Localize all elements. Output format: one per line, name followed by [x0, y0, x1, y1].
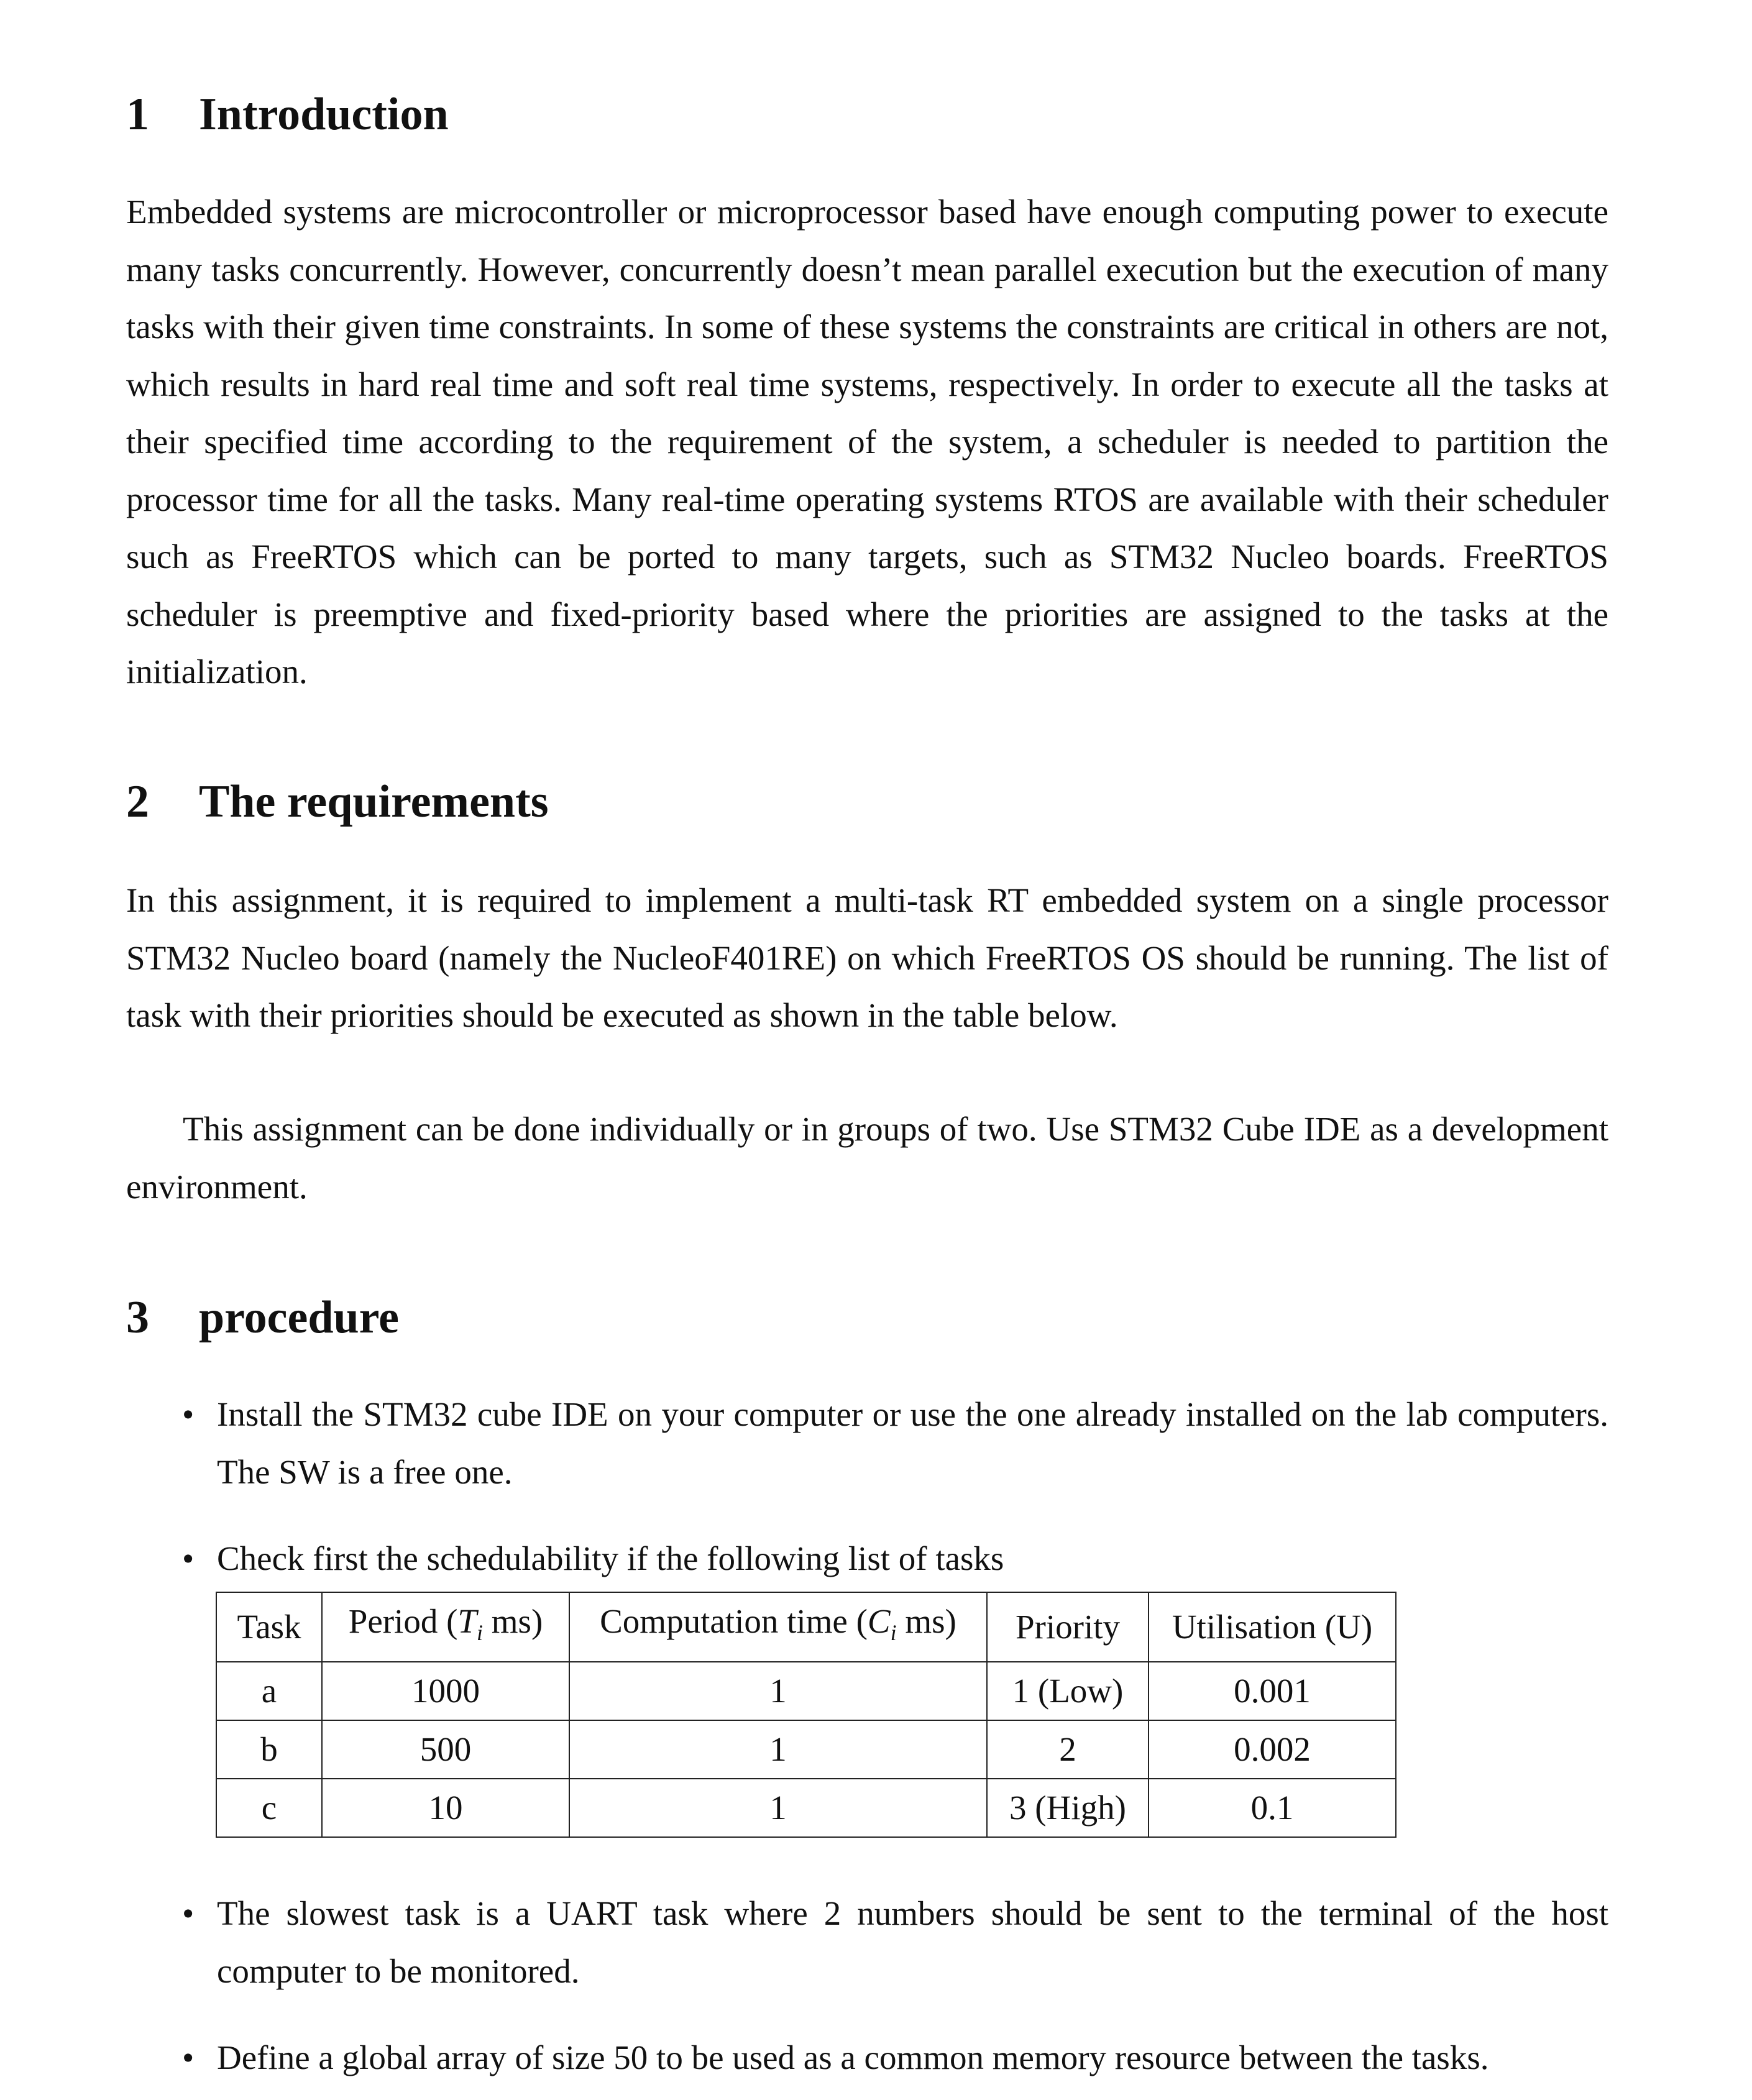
cell-period: 1000: [322, 1662, 569, 1720]
cell-utilisation: 0.001: [1149, 1662, 1396, 1720]
table-row: [216, 1779, 1396, 1837]
section-number: 1: [126, 89, 149, 140]
cell-task: a: [216, 1662, 322, 1720]
bullet-check-schedulability: Check first the schedulability if the following list of tasks: [217, 1539, 1004, 1577]
section-heading-introduction: [126, 89, 449, 140]
bullet-marker: •: [182, 2038, 195, 2076]
cell-computation: 1: [569, 1662, 987, 1720]
cell-utilisation: 0.1: [1149, 1779, 1396, 1837]
cell-priority: 3 (High): [987, 1779, 1149, 1837]
header-comp-prefix: Computation time (: [600, 1602, 868, 1640]
header-computation: [569, 1592, 987, 1662]
header-period-sub: i: [477, 1620, 484, 1645]
section-number: 3: [126, 1292, 149, 1343]
cell-priority: 2: [987, 1720, 1149, 1779]
section-title: procedure: [199, 1292, 400, 1343]
bullet-marker: •: [182, 1539, 195, 1577]
cell-period: 500: [322, 1720, 569, 1779]
bullet-uart-task: The slowest task is a UART task where 2 numbers should be sent to the terminal of the host computer to be monitored.: [217, 1894, 1608, 1990]
bullet-install-ide: Install the STM32 cube IDE on your computer or use the one already installed on the lab computers. The SW is a free one.: [217, 1395, 1608, 1491]
assignment-note-paragraph: This assignment can be done individually or in groups of two. Use STM32 Cube IDE as a development environment.: [126, 1110, 1608, 1206]
table-header-row: [216, 1592, 1396, 1662]
header-period-prefix: Period (: [348, 1602, 458, 1640]
cell-utilisation: 0.002: [1149, 1720, 1396, 1779]
section-number: 2: [126, 776, 149, 827]
task-table: [216, 1592, 1397, 1838]
header-comp-suffix: ms): [896, 1602, 956, 1640]
cell-task: c: [216, 1779, 322, 1837]
header-task: Task: [216, 1592, 322, 1662]
bullet-marker: •: [182, 1395, 195, 1433]
table-row: [216, 1662, 1396, 1720]
section-heading-procedure: [126, 1292, 400, 1343]
section-title: Introduction: [199, 89, 449, 140]
table-row: [216, 1720, 1396, 1779]
header-utilisation: Utilisation (U): [1149, 1592, 1396, 1662]
header-period: [322, 1592, 569, 1662]
cell-computation: 1: [569, 1779, 987, 1837]
cell-computation: 1: [569, 1720, 987, 1779]
cell-period: 10: [322, 1779, 569, 1837]
section-title: The requirements: [199, 776, 549, 827]
header-comp-var: C: [867, 1602, 891, 1640]
header-period-var: T: [457, 1602, 477, 1640]
header-priority: Priority: [987, 1592, 1149, 1662]
header-comp-sub: i: [890, 1620, 897, 1645]
cell-task: b: [216, 1720, 322, 1779]
requirements-paragraph: In this assignment, it is required to implement a multi-task RT embedded system on a single processor STM32 Nucleo board (namely the NucleoF401RE) on which FreeRTOS OS should be running. The list of task with their priorities should be executed as shown in the table below.: [126, 881, 1608, 1034]
introduction-paragraph: Embedded systems are microcontroller or microprocessor based have enough computing power to execute many tasks concurrently. However, concurrently doesn’t mean parallel execution but the execution of many tasks with their given time constraints. In some of these systems the constraints are critical in others are not, which results in hard real time and soft real time systems, respectively. In order to execute all the tasks at their specified time according to the requirement of the system, a scheduler is needed to partition the processor time for all the tasks. Many real-time operating systems RTOS are available with their scheduler such as FreeRTOS which can be ported to many targets, such as STM32 Nucleo boards. FreeRTOS scheduler is preemptive and fixed-priority based where the priorities are assigned to the tasks at the initialization.: [126, 193, 1608, 690]
header-period-suffix: ms): [483, 1602, 543, 1640]
cell-priority: 1 (Low): [987, 1662, 1149, 1720]
bullet-marker: •: [182, 1894, 195, 1932]
section-heading-requirements: [126, 776, 549, 827]
bullet-global-array: Define a global array of size 50 to be used as a common memory resource between the tasks.: [217, 2038, 1489, 2076]
